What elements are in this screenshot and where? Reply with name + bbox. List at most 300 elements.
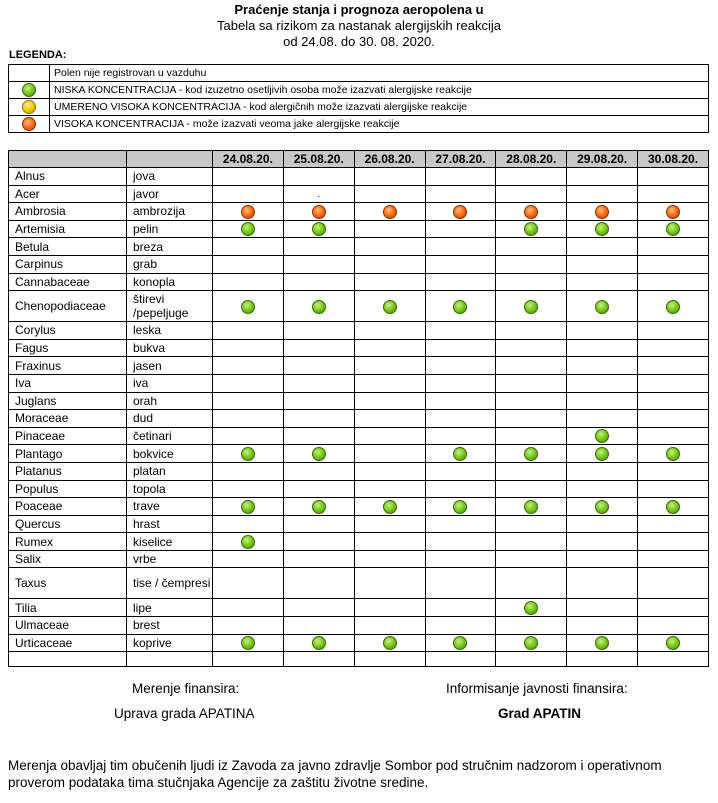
level-cell xyxy=(213,374,284,392)
pollen-local-name: jasen xyxy=(127,357,213,375)
level-cell xyxy=(283,568,354,599)
level-cell xyxy=(638,322,709,340)
level-cell xyxy=(496,462,567,480)
pollen-latin-name: Ambrosia xyxy=(9,203,127,221)
legend-icon-cell xyxy=(9,65,50,82)
pollen-local-name: bukva xyxy=(127,339,213,357)
orange-dot-icon xyxy=(453,205,467,219)
pollen-latin-name: Corylus xyxy=(9,322,127,340)
pollen-local-name: iva xyxy=(127,374,213,392)
level-cell xyxy=(638,515,709,533)
pollen-local-name: grab xyxy=(127,255,213,273)
level-cell xyxy=(425,410,496,428)
level-cell xyxy=(638,255,709,273)
green-dot-icon xyxy=(383,636,397,650)
table-row-empty xyxy=(9,652,709,667)
green-dot-icon xyxy=(312,300,326,314)
level-cell xyxy=(567,445,638,463)
table-row xyxy=(9,634,709,652)
level-cell xyxy=(567,427,638,445)
level-cell xyxy=(283,599,354,617)
level-cell xyxy=(638,634,709,652)
table-row xyxy=(9,203,709,221)
level-cell xyxy=(213,203,284,221)
pollen-local-name: konopla xyxy=(127,273,213,291)
pollen-risk-table xyxy=(8,150,709,667)
level-cell xyxy=(425,185,496,203)
green-dot-icon xyxy=(312,636,326,650)
pollen-latin-name: Artemisia xyxy=(9,220,127,238)
level-cell xyxy=(354,462,425,480)
level-cell xyxy=(213,533,284,551)
date-header: 25.08.20. xyxy=(283,151,354,168)
level-cell xyxy=(213,599,284,617)
table-row xyxy=(9,550,709,568)
level-cell xyxy=(283,339,354,357)
green-dot-icon xyxy=(524,601,538,615)
level-cell xyxy=(638,550,709,568)
level-cell xyxy=(496,599,567,617)
legend-row-none xyxy=(9,65,709,82)
level-cell xyxy=(354,427,425,445)
empty-cell xyxy=(283,652,354,667)
level-cell xyxy=(496,568,567,599)
level-cell xyxy=(567,357,638,375)
empty-cell xyxy=(496,652,567,667)
level-cell xyxy=(496,322,567,340)
level-cell xyxy=(213,568,284,599)
level-cell xyxy=(283,617,354,635)
table-row xyxy=(9,168,709,186)
level-cell xyxy=(354,374,425,392)
level-cell xyxy=(425,273,496,291)
green-dot-icon xyxy=(241,500,255,514)
level-cell xyxy=(283,255,354,273)
table-row xyxy=(9,568,709,599)
level-cell xyxy=(496,480,567,498)
pollen-latin-name: Carpinus xyxy=(9,255,127,273)
orange-dot-icon xyxy=(22,117,36,131)
pollen-latin-name: Iva xyxy=(9,374,127,392)
level-cell xyxy=(425,322,496,340)
level-cell xyxy=(213,410,284,428)
level-cell xyxy=(425,617,496,635)
green-dot-icon xyxy=(453,636,467,650)
level-cell xyxy=(425,634,496,652)
level-cell xyxy=(213,462,284,480)
green-dot-icon xyxy=(524,222,538,236)
level-cell xyxy=(354,291,425,322)
orange-dot-icon xyxy=(666,205,680,219)
empty-cell xyxy=(9,652,127,667)
level-cell xyxy=(567,410,638,428)
level-cell xyxy=(638,392,709,410)
table-row xyxy=(9,498,709,516)
green-dot-icon xyxy=(453,500,467,514)
level-cell xyxy=(638,480,709,498)
green-dot-icon xyxy=(524,300,538,314)
green-dot-icon xyxy=(524,447,538,461)
legend-row-low xyxy=(9,82,709,99)
pollen-latin-name: Populus xyxy=(9,480,127,498)
green-dot-icon xyxy=(666,447,680,461)
level-cell xyxy=(638,533,709,551)
level-cell xyxy=(354,498,425,516)
level-cell xyxy=(638,568,709,599)
level-cell xyxy=(638,168,709,186)
level-cell xyxy=(213,480,284,498)
level-cell xyxy=(283,220,354,238)
table-row xyxy=(9,374,709,392)
pollen-local-name: dud xyxy=(127,410,213,428)
pollen-latin-name: Chenopodiaceae xyxy=(9,291,127,322)
level-cell xyxy=(354,322,425,340)
level-cell xyxy=(496,634,567,652)
funding-value: Uprava grada APATINA xyxy=(114,706,255,721)
pollen-latin-name: Taxus xyxy=(9,568,127,599)
pollen-local-name: koprive xyxy=(127,634,213,652)
pollen-local-name: kiselice xyxy=(127,533,213,551)
level-cell xyxy=(567,255,638,273)
level-cell xyxy=(354,255,425,273)
level-cell xyxy=(567,568,638,599)
stray-mark: . xyxy=(317,188,321,200)
green-dot-icon xyxy=(312,222,326,236)
level-cell xyxy=(567,203,638,221)
green-dot-icon xyxy=(312,500,326,514)
empty-cell xyxy=(213,652,284,667)
level-cell xyxy=(567,291,638,322)
level-cell xyxy=(638,427,709,445)
green-dot-icon xyxy=(666,222,680,236)
green-dot-icon xyxy=(22,83,36,97)
level-cell xyxy=(425,339,496,357)
level-cell xyxy=(638,220,709,238)
pollen-local-name: jova xyxy=(127,168,213,186)
legend-row-moderate xyxy=(9,99,709,116)
pollen-local-name: brest xyxy=(127,617,213,635)
level-cell xyxy=(283,498,354,516)
header-blank xyxy=(9,151,127,168)
level-cell xyxy=(354,568,425,599)
level-cell xyxy=(496,445,567,463)
level-cell xyxy=(638,462,709,480)
level-cell xyxy=(638,185,709,203)
green-dot-icon xyxy=(241,300,255,314)
legend-text: UMERENO VISOKA KONCENTRACIJA - kod alergičnih može izazvati alergijske reakcije xyxy=(50,99,709,116)
table-row xyxy=(9,445,709,463)
level-cell xyxy=(283,533,354,551)
level-cell xyxy=(425,238,496,256)
level-cell xyxy=(425,427,496,445)
level-cell xyxy=(425,599,496,617)
table-row xyxy=(9,599,709,617)
green-dot-icon xyxy=(595,300,609,314)
legend-text: NISKA KONCENTRACIJA - kod izuzetno osetljivih osoba može izazvati alergijske reakcije xyxy=(50,82,709,99)
pollen-latin-name: Tilia xyxy=(9,599,127,617)
level-cell xyxy=(213,515,284,533)
green-dot-icon xyxy=(241,447,255,461)
date-header: 26.08.20. xyxy=(354,151,425,168)
level-cell xyxy=(283,168,354,186)
info-funding-label: Informisanje javnosti finansira: xyxy=(446,681,628,696)
level-cell xyxy=(283,515,354,533)
level-cell xyxy=(354,634,425,652)
level-cell xyxy=(638,498,709,516)
level-cell xyxy=(496,533,567,551)
level-cell xyxy=(283,392,354,410)
orange-dot-icon xyxy=(595,205,609,219)
level-cell xyxy=(213,617,284,635)
green-dot-icon xyxy=(453,300,467,314)
level-cell xyxy=(425,445,496,463)
green-dot-icon xyxy=(524,500,538,514)
table-row xyxy=(9,533,709,551)
green-dot-icon xyxy=(453,447,467,461)
table-row xyxy=(9,273,709,291)
level-cell xyxy=(425,550,496,568)
legend-title: LEGENDA: xyxy=(9,49,67,61)
level-cell xyxy=(496,374,567,392)
legend-text: Polen nije registrovan u vazduhu xyxy=(50,65,709,82)
level-cell xyxy=(213,445,284,463)
pollen-local-name: ambrozija xyxy=(127,203,213,221)
empty-cell xyxy=(567,652,638,667)
pollen-latin-name: Acer xyxy=(9,185,127,203)
level-cell xyxy=(567,550,638,568)
pollen-local-name: javor xyxy=(127,185,213,203)
pollen-latin-name: Plantago xyxy=(9,445,127,463)
level-cell xyxy=(354,617,425,635)
level-cell xyxy=(425,498,496,516)
green-dot-icon xyxy=(666,500,680,514)
level-cell xyxy=(354,238,425,256)
level-cell xyxy=(496,392,567,410)
table-row xyxy=(9,185,709,203)
level-cell xyxy=(283,238,354,256)
level-cell xyxy=(425,168,496,186)
level-cell xyxy=(283,357,354,375)
level-cell xyxy=(283,291,354,322)
level-cell xyxy=(496,427,567,445)
green-dot-icon xyxy=(312,447,326,461)
level-cell xyxy=(638,410,709,428)
level-cell xyxy=(354,203,425,221)
empty-cell xyxy=(425,652,496,667)
level-cell xyxy=(567,185,638,203)
level-cell xyxy=(425,462,496,480)
pollen-local-name: četinari xyxy=(127,427,213,445)
level-cell xyxy=(567,238,638,256)
pollen-local-name: bokvice xyxy=(127,445,213,463)
level-cell xyxy=(283,634,354,652)
level-cell xyxy=(354,515,425,533)
table-row xyxy=(9,357,709,375)
level-cell xyxy=(354,480,425,498)
green-dot-icon xyxy=(595,447,609,461)
level-cell xyxy=(283,445,354,463)
level-cell xyxy=(283,550,354,568)
pollen-latin-name: Moraceae xyxy=(9,410,127,428)
date-range: od 24.08. do 30. 08. 2020. xyxy=(283,34,435,49)
level-cell xyxy=(496,185,567,203)
green-dot-icon xyxy=(241,535,255,549)
legend-table xyxy=(8,64,709,133)
pollen-local-name: orah xyxy=(127,392,213,410)
level-cell xyxy=(567,339,638,357)
level-cell xyxy=(425,392,496,410)
level-cell xyxy=(354,392,425,410)
table-row xyxy=(9,238,709,256)
page-title: Praćenje stanja i prognoza aeropolena u xyxy=(234,2,484,17)
green-dot-icon xyxy=(595,636,609,650)
level-cell xyxy=(496,410,567,428)
level-cell xyxy=(213,392,284,410)
level-cell xyxy=(425,515,496,533)
level-cell xyxy=(496,357,567,375)
level-cell xyxy=(425,291,496,322)
pollen-latin-name: Alnus xyxy=(9,168,127,186)
pollen-latin-name: Rumex xyxy=(9,533,127,551)
footer-note: Merenja obavljaj tim obučenih ljudi iz Zavoda za javno zdravlje Sombor pod stručnim nadzorom i operativnom proverom podataka tima stučnjaka Agencije za zaštitu životne sredine. xyxy=(8,758,662,790)
level-cell xyxy=(283,480,354,498)
level-cell xyxy=(213,168,284,186)
level-cell xyxy=(567,498,638,516)
table-row xyxy=(9,427,709,445)
level-cell xyxy=(354,599,425,617)
level-cell xyxy=(354,273,425,291)
level-cell xyxy=(425,220,496,238)
page-subtitle: Tabela sa rizikom za nastanak alergijskih reakcija xyxy=(217,18,501,33)
pollen-latin-name: Ulmaceae xyxy=(9,617,127,635)
orange-dot-icon xyxy=(241,205,255,219)
table-row xyxy=(9,410,709,428)
table-row xyxy=(9,220,709,238)
level-cell xyxy=(213,550,284,568)
yellow-dot-icon xyxy=(22,100,36,114)
date-header: 30.08.20. xyxy=(638,151,709,168)
empty-cell xyxy=(354,652,425,667)
level-cell xyxy=(496,617,567,635)
level-cell xyxy=(354,550,425,568)
level-cell xyxy=(213,339,284,357)
level-cell xyxy=(283,273,354,291)
level-cell xyxy=(496,550,567,568)
funding-label: Merenje finansira: xyxy=(132,681,240,696)
pollen-latin-name: Quercus xyxy=(9,515,127,533)
level-cell xyxy=(567,634,638,652)
level-cell xyxy=(567,168,638,186)
green-dot-icon xyxy=(383,500,397,514)
level-cell xyxy=(213,220,284,238)
level-cell xyxy=(283,410,354,428)
pollen-latin-name: Platanus xyxy=(9,462,127,480)
level-cell xyxy=(567,322,638,340)
date-header: 24.08.20. xyxy=(213,151,284,168)
pollen-local-name: trave xyxy=(127,498,213,516)
pollen-local-name: breza xyxy=(127,238,213,256)
level-cell xyxy=(213,255,284,273)
empty-cell xyxy=(127,652,213,667)
orange-dot-icon xyxy=(383,205,397,219)
pollen-local-name: vrbe xyxy=(127,550,213,568)
level-cell xyxy=(354,185,425,203)
green-dot-icon xyxy=(524,636,538,650)
level-cell xyxy=(283,322,354,340)
level-cell xyxy=(567,533,638,551)
level-cell xyxy=(425,568,496,599)
level-cell xyxy=(354,410,425,428)
date-header: 28.08.20. xyxy=(496,151,567,168)
green-dot-icon xyxy=(241,636,255,650)
table-row xyxy=(9,515,709,533)
level-cell xyxy=(638,599,709,617)
level-cell xyxy=(354,339,425,357)
level-cell xyxy=(496,273,567,291)
level-cell xyxy=(567,617,638,635)
green-dot-icon xyxy=(595,222,609,236)
level-cell xyxy=(213,322,284,340)
date-header: 27.08.20. xyxy=(425,151,496,168)
pollen-local-name: leska xyxy=(127,322,213,340)
level-cell xyxy=(354,445,425,463)
level-cell xyxy=(283,203,354,221)
table-row xyxy=(9,291,709,322)
green-dot-icon xyxy=(595,500,609,514)
pollen-latin-name: Poaceae xyxy=(9,498,127,516)
pollen-latin-name: Fagus xyxy=(9,339,127,357)
level-cell xyxy=(354,357,425,375)
table-row xyxy=(9,322,709,340)
pollen-local-name: hrast xyxy=(127,515,213,533)
level-cell xyxy=(213,273,284,291)
pollen-local-name: pelin xyxy=(127,220,213,238)
level-cell xyxy=(567,599,638,617)
green-dot-icon xyxy=(666,300,680,314)
level-cell xyxy=(496,291,567,322)
level-cell xyxy=(567,273,638,291)
pollen-local-name: lipe xyxy=(127,599,213,617)
pollen-latin-name: Urticaceae xyxy=(9,634,127,652)
empty-cell xyxy=(638,652,709,667)
pollen-local-name: tise / čempresi xyxy=(127,568,213,599)
level-cell xyxy=(638,445,709,463)
pollen-latin-name: Fraxinus xyxy=(9,357,127,375)
orange-dot-icon xyxy=(524,205,538,219)
level-cell xyxy=(425,533,496,551)
level-cell xyxy=(496,168,567,186)
level-cell xyxy=(638,374,709,392)
level-cell xyxy=(496,238,567,256)
level-cell xyxy=(496,203,567,221)
legend-text: VISOKA KONCENTRACIJA - može izazvati veoma jake alergijske reakcije xyxy=(50,116,709,133)
date-header: 29.08.20. xyxy=(567,151,638,168)
pollen-latin-name: Juglans xyxy=(9,392,127,410)
level-cell xyxy=(567,480,638,498)
table-header-row xyxy=(9,151,709,168)
level-cell xyxy=(425,203,496,221)
level-cell xyxy=(567,462,638,480)
level-cell xyxy=(567,392,638,410)
green-dot-icon xyxy=(383,300,397,314)
level-cell xyxy=(638,238,709,256)
table-row xyxy=(9,462,709,480)
orange-dot-icon xyxy=(312,205,326,219)
pollen-latin-name: Salix xyxy=(9,550,127,568)
green-dot-icon xyxy=(666,636,680,650)
level-cell xyxy=(283,462,354,480)
level-cell xyxy=(567,374,638,392)
